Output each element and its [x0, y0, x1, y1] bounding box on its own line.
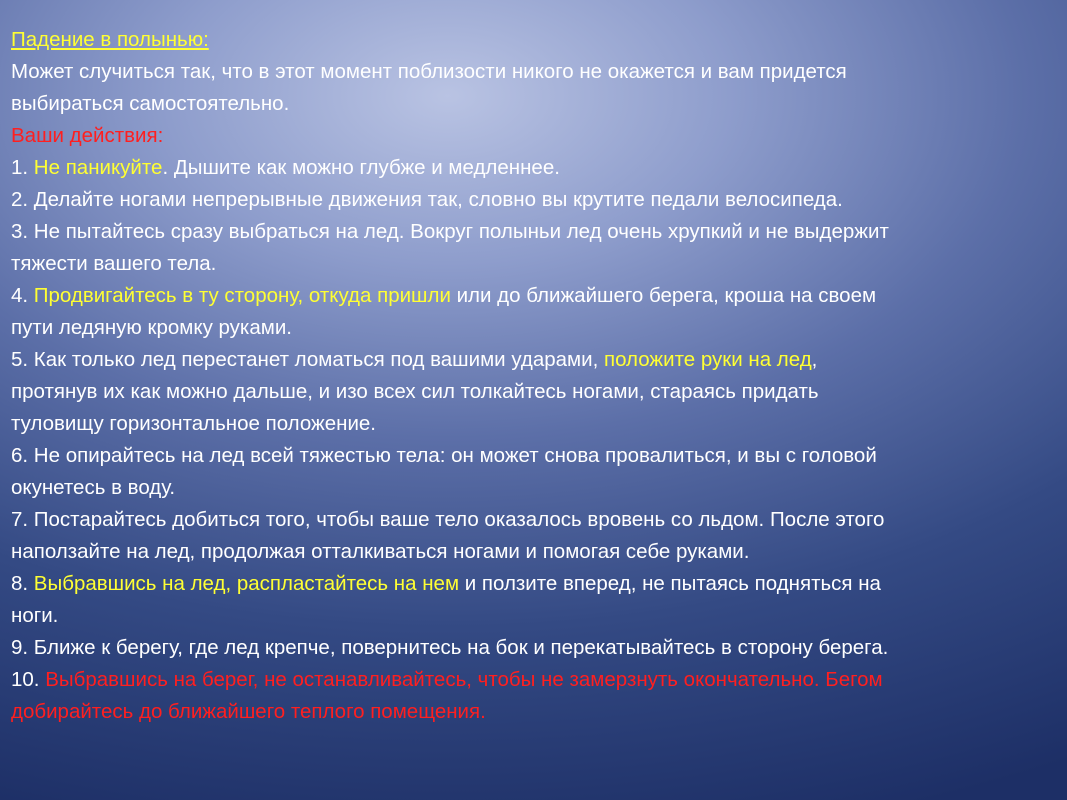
actions-heading-line	[11, 120, 1061, 152]
step-1-highlight: Не паникуйте	[33, 156, 163, 179]
step-7-line-2: наползайте на лед, продолжая отталкиваться ногами и помогая себе руками.	[11, 540, 750, 563]
slide-title: Падение в полынью:	[11, 28, 209, 51]
step-5-comma: ,	[811, 348, 818, 371]
step-8-number: 8.	[11, 572, 34, 595]
step-1	[11, 152, 1061, 184]
step-5-line-1	[11, 344, 1061, 376]
intro-line-1: Может случиться так, что в этот момент поблизости никого не окажется и вам придется	[11, 60, 847, 83]
step-7-line-1: 7. Постарайтесь добиться того, чтобы ваше тело оказалось вровень со льдом. После этого	[11, 508, 885, 531]
intro-line-2: выбираться самостоятельно.	[11, 92, 290, 115]
step-3-line-2: тяжести вашего тела.	[11, 252, 217, 275]
step-6-line-1: 6. Не опирайтесь на лед всей тяжестью тела: он может снова провалиться, и вы с головой	[11, 444, 877, 467]
step-4-line-2: пути ледяную кромку руками.	[11, 316, 292, 339]
step-5-text: 5. Как только лед перестанет ломаться под вашими ударами,	[11, 348, 604, 371]
step-8-line-1	[11, 568, 1061, 600]
step-10-line-2: добирайтесь до ближайшего теплого помещения.	[11, 700, 486, 723]
step-1-text: . Дышите как можно глубже и медленнее.	[162, 156, 560, 179]
actions-heading: Ваши действия:	[11, 124, 164, 147]
step-10-line-1	[11, 664, 1061, 696]
step-2: 2. Делайте ногами непрерывные движения так, словно вы крутите педали велосипеда.	[11, 188, 843, 211]
slide-text-body	[11, 24, 1061, 728]
step-8-highlight: Выбравшись на лед, распластайтесь на нем	[33, 572, 460, 595]
step-4-line-1	[11, 280, 1061, 312]
step-5-highlight: положите руки на лед	[604, 348, 812, 371]
step-4-text: или до ближайшего берега, кроша на своем	[450, 284, 877, 307]
step-5-line-2: протянув их как можно дальше, и изо всех сил толкайтесь ногами, стараясь придать	[11, 380, 819, 403]
step-3-line-1: 3. Не пытайтесь сразу выбраться на лед. Вокруг полыньи лед очень хрупкий и не выдержит	[11, 220, 889, 243]
step-9: 9. Ближе к берегу, где лед крепче, повернитесь на бок и перекатывайтесь в сторону берега.	[11, 636, 889, 659]
step-8-text: и ползите вперед, не пытаясь подняться на	[459, 572, 881, 595]
step-10-number: 10.	[11, 668, 46, 691]
title-line	[11, 24, 1061, 56]
step-10-warning: Выбравшись на берег, не останавливайтесь, чтобы не замерзнуть окончательно. Бегом	[45, 668, 883, 691]
step-4-highlight: Продвигайтесь в ту сторону, откуда пришли	[33, 284, 451, 307]
step-8-line-2: ноги.	[11, 604, 59, 627]
step-6-line-2: окунетесь в воду.	[11, 476, 176, 499]
step-1-number: 1.	[11, 156, 34, 179]
step-5-line-3: туловищу горизонтальное положение.	[11, 412, 376, 435]
step-4-number: 4.	[11, 284, 34, 307]
